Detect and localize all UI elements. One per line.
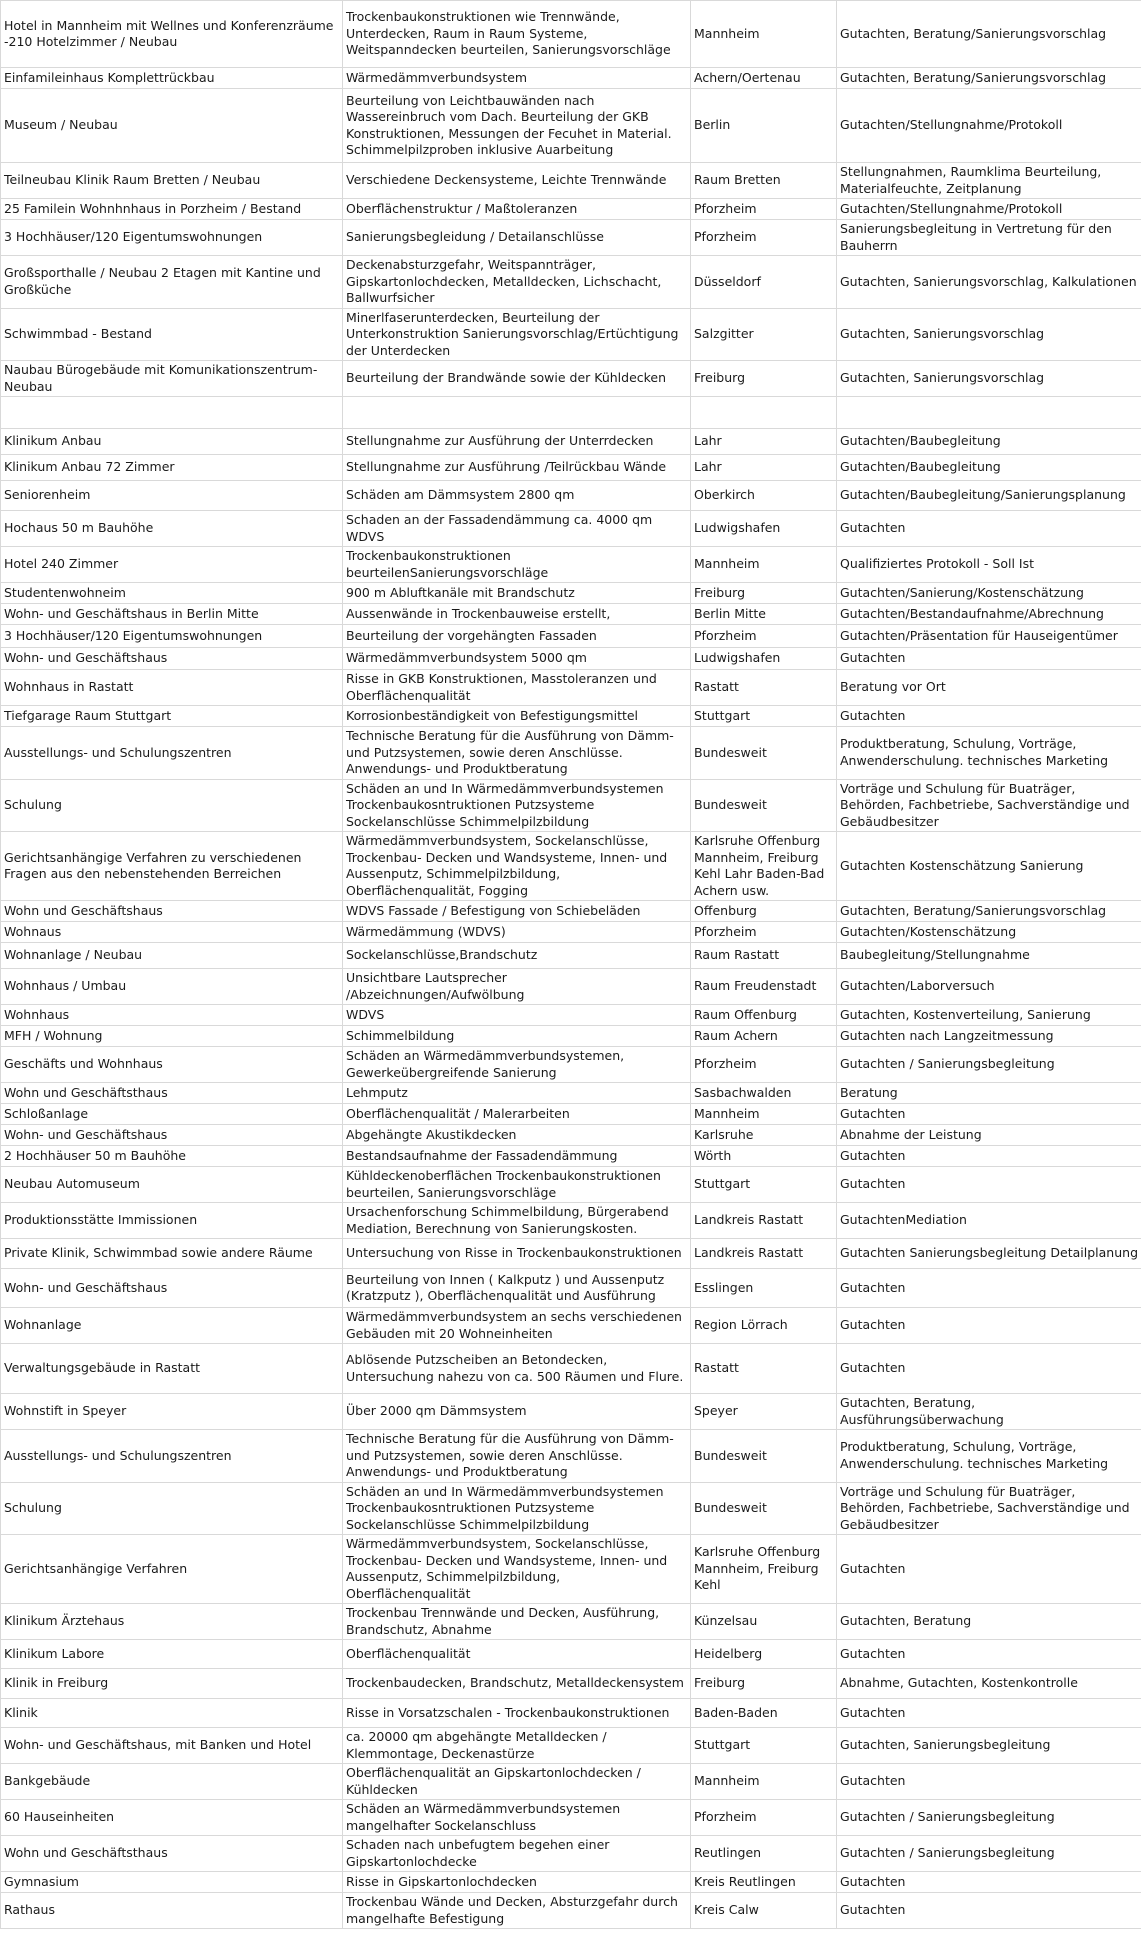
scope-cell: Risse in Vorsatzschalen - Trockenbaukonstruktionen <box>343 1699 691 1728</box>
service-cell: Gutachten, Beratung/Sanierungsvorschlag <box>837 1 1141 68</box>
project-name-cell: Gerichtsanhängige Verfahren zu verschiedenen Fragen aus den nebenstehenden Berreichen <box>1 832 343 901</box>
project-name-cell: Verwaltungsgebäude in Rastatt <box>1 1344 343 1394</box>
service-cell: Gutachten <box>837 1308 1141 1344</box>
service-cell: Produktberatung, Schulung, Vorträge, Anwenderschulung. technisches Marketing <box>837 1430 1141 1483</box>
table-row <box>1 1026 1141 1047</box>
table-row <box>1 727 1141 780</box>
location-cell: Bundesweit <box>691 1482 837 1535</box>
project-name-cell: Klinikum Anbau 72 Zimmer <box>1 455 343 481</box>
service-cell: Produktberatung, Schulung, Vorträge, Anwenderschulung. technisches Marketing <box>837 727 1141 780</box>
table-row <box>1 1669 1141 1699</box>
location-cell: Raum Achern <box>691 1026 837 1047</box>
project-name-cell: Studentenwohneim <box>1 583 343 604</box>
service-cell: Gutachten <box>837 1269 1141 1308</box>
scope-cell: Wärmedämmverbundsystem, Sockelanschlüsse, Trockenbau- Decken und Wandsysteme, Innen- und Aussenputz, Schimmelpilzbildung, Oberflächenqualität, Fogging <box>343 832 691 901</box>
scope-cell: Trockenbaukonstruktionen beurteilenSanierungsvorschläge <box>343 547 691 583</box>
project-name-cell: Produktionsstätte Immissionen <box>1 1203 343 1239</box>
location-cell: Freiburg <box>691 361 837 397</box>
table-row <box>1 625 1141 648</box>
location-cell: Mannheim <box>691 1104 837 1125</box>
location-cell: Lahr <box>691 455 837 481</box>
scope-cell: Sanierungsbegleidung / Detailanschlüsse <box>343 220 691 256</box>
service-cell: Gutachten <box>837 1872 1141 1893</box>
service-cell: Gutachten/Baubegleitung <box>837 429 1141 455</box>
table-row <box>1 1125 1141 1146</box>
scope-cell: Oberflächenstruktur / Maßtoleranzen <box>343 199 691 220</box>
location-cell: Raum Bretten <box>691 163 837 199</box>
project-name-cell: Museum / Neubau <box>1 89 343 163</box>
location-cell: Raum Offenburg <box>691 1005 837 1026</box>
service-cell: Gutachten, Sanierungsvorschlag, Kalkulationen <box>837 256 1141 309</box>
service-cell: Abnahme, Gutachten, Kostenkontrolle <box>837 1669 1141 1699</box>
service-cell: Gutachten/Laborversuch <box>837 969 1141 1005</box>
service-cell: Gutachten <box>837 1640 1141 1669</box>
project-name-cell: Private Klinik, Schwimmbad sowie andere Räume <box>1 1239 343 1269</box>
project-name-cell: Schulung <box>1 1482 343 1535</box>
scope-cell: Schäden an Wärmedämmverbundsystemen, Gewerkeübergreifende Sanierung <box>343 1047 691 1083</box>
service-cell: Gutachten, Beratung/Sanierungsvorschlag <box>837 901 1141 922</box>
scope-cell: Trockenbau Wände und Decken, Absturzgefahr durch mangelhafte Befestigung <box>343 1893 691 1929</box>
table-row <box>1 199 1141 220</box>
project-name-cell: Wohnhaus <box>1 1005 343 1026</box>
location-cell: Bundesweit <box>691 779 837 832</box>
location-cell: Raum Rastatt <box>691 943 837 969</box>
service-cell: Stellungnahmen, Raumklima Beurteilung, Materialfeuchte, Zeitplanung <box>837 163 1141 199</box>
scope-cell: Wärmedämmverbundsystem <box>343 68 691 89</box>
location-cell: Sasbachwalden <box>691 1083 837 1104</box>
location-cell <box>691 397 837 429</box>
table-row <box>1 1005 1141 1026</box>
project-name-cell: Naubau Bürogebäude mit Komunikationszentrum-Neubau <box>1 361 343 397</box>
location-cell: Heidelberg <box>691 1640 837 1669</box>
service-cell: Gutachten, Beratung, Ausführungsüberwachung <box>837 1394 1141 1430</box>
table-row <box>1 1482 1141 1535</box>
service-cell: Gutachten <box>837 648 1141 670</box>
service-cell: Gutachten <box>837 1146 1141 1167</box>
project-name-cell: Wohn- und Geschäftshaus in Berlin Mitte <box>1 604 343 625</box>
project-name-cell: Schwimmbad - Bestand <box>1 308 343 361</box>
scope-cell: Schäden am Dämmsystem 2800 qm <box>343 481 691 511</box>
scope-cell: Wärmedämmverbundsystem an sechs verschiedenen Gebäuden mit 20 Wohneinheiten <box>343 1308 691 1344</box>
table-row <box>1 583 1141 604</box>
scope-cell: Risse in Gipskartonlochdecken <box>343 1872 691 1893</box>
scope-cell: Lehmputz <box>343 1083 691 1104</box>
table-row <box>1 1604 1141 1640</box>
table-row <box>1 1104 1141 1125</box>
scope-cell: Trockenbaukonstruktionen wie Trennwände, Unterdecken, Raum in Raum Systeme, Weitspanndecken beurteilen, Sanierungsvorschläge <box>343 1 691 68</box>
scope-cell: Trockenbau Trennwände und Decken, Ausführung, Brandschutz, Abnahme <box>343 1604 691 1640</box>
scope-cell: Beurteilung von Leichtbauwänden nach Wassereinbruch vom Dach. Beurteilung der GKB Konstruktionen, Messungen der Fecuhet in Material. Schimmelpilzproben inklusive Auarbeitung <box>343 89 691 163</box>
scope-cell: Deckenabsturzgefahr, Weitspannträger, Gipskartonlochdecken, Metalldecken, Lichschacht, Ballwurfsicher <box>343 256 691 309</box>
table-row <box>1 1269 1141 1308</box>
location-cell: Kreis Reutlingen <box>691 1872 837 1893</box>
table-row <box>1 481 1141 511</box>
service-cell: Gutachten <box>837 1893 1141 1929</box>
table-row <box>1 308 1141 361</box>
location-cell: Pforzheim <box>691 625 837 648</box>
table-row <box>1 361 1141 397</box>
service-cell: Beratung vor Ort <box>837 670 1141 706</box>
table-row <box>1 1394 1141 1430</box>
scope-cell: Technische Beratung für die Ausführung von Dämm- und Putzsystemen, sowie deren Anschlüsse. Anwendungs- und Produktberatung <box>343 1430 691 1483</box>
service-cell: Gutachten, Sanierungsvorschlag <box>837 308 1141 361</box>
project-name-cell: Hotel in Mannheim mit Wellnes und Konferenzräume -210 Hotelzimmer / Neubau <box>1 1 343 68</box>
table-row <box>1 943 1141 969</box>
scope-cell: WDVS Fassade / Befestigung von Schiebeläden <box>343 901 691 922</box>
scope-cell: Wärmedämmung (WDVS) <box>343 922 691 943</box>
service-cell: GutachtenMediation <box>837 1203 1141 1239</box>
service-cell: Gutachten/Kostenschätzung <box>837 922 1141 943</box>
location-cell: Rastatt <box>691 670 837 706</box>
project-name-cell: MFH / Wohnung <box>1 1026 343 1047</box>
project-name-cell: Hochaus 50 m Bauhöhe <box>1 511 343 547</box>
table-row <box>1 163 1141 199</box>
location-cell: Speyer <box>691 1394 837 1430</box>
project-name-cell <box>1 397 343 429</box>
table-row <box>1 1146 1141 1167</box>
location-cell: Mannheim <box>691 547 837 583</box>
table-row <box>1 1535 1141 1604</box>
table-row <box>1 1 1141 68</box>
table-row <box>1 648 1141 670</box>
scope-cell: Schaden an der Fassadendämmung ca. 4000 qm WDVS <box>343 511 691 547</box>
location-cell: Landkreis Rastatt <box>691 1203 837 1239</box>
scope-cell: Beurteilung von Innen ( Kalkputz ) und Aussenputz (Kratzputz ), Oberflächenqualität und Ausführung <box>343 1269 691 1308</box>
location-cell: Achern/Oertenau <box>691 68 837 89</box>
service-cell: Gutachten, Beratung <box>837 1604 1141 1640</box>
project-name-cell: Wohn und Geschäftshaus <box>1 901 343 922</box>
project-name-cell: Wohnhaus in Rastatt <box>1 670 343 706</box>
table-row <box>1 89 1141 163</box>
location-cell: Pforzheim <box>691 1047 837 1083</box>
scope-cell: WDVS <box>343 1005 691 1026</box>
project-name-cell: Wohn und Geschäftsthaus <box>1 1836 343 1872</box>
service-cell: Gutachten / Sanierungsbegleitung <box>837 1800 1141 1836</box>
location-cell: Mannheim <box>691 1764 837 1800</box>
table-row <box>1 1083 1141 1104</box>
location-cell: Raum Freudenstadt <box>691 969 837 1005</box>
location-cell: Mannheim <box>691 1 837 68</box>
scope-cell: Minerlfaserunterdecken, Beurteilung der Unterkonstruktion Sanierungsvorschlag/Ertüchtigung der Unterdecken <box>343 308 691 361</box>
project-name-cell: Seniorenheim <box>1 481 343 511</box>
service-cell: Sanierungsbegleitung in Vertretung für den Bauherrn <box>837 220 1141 256</box>
project-name-cell: Rathaus <box>1 1893 343 1929</box>
location-cell: Künzelsau <box>691 1604 837 1640</box>
service-cell: Gutachten <box>837 1104 1141 1125</box>
scope-cell: Wärmedämmverbundsystem, Sockelanschlüsse, Trockenbau- Decken und Wandsysteme, Innen- und Aussenputz, Schimmelpilzbildung, Oberflächenqualität <box>343 1535 691 1604</box>
service-cell: Gutachten, Kostenverteilung, Sanierung <box>837 1005 1141 1026</box>
table-row <box>1 256 1141 309</box>
project-name-cell: Klinikum Anbau <box>1 429 343 455</box>
location-cell: Reutlingen <box>691 1836 837 1872</box>
scope-cell: Untersuchung von Risse in Trockenbaukonstruktionen <box>343 1239 691 1269</box>
table-row <box>1 779 1141 832</box>
location-cell: Karlsruhe Offenburg Mannheim, Freiburg Kehl <box>691 1535 837 1604</box>
project-name-cell: Klinikum Labore <box>1 1640 343 1669</box>
location-cell: Freiburg <box>691 583 837 604</box>
service-cell: Gutachten, Sanierungsbegleitung <box>837 1728 1141 1764</box>
service-cell: Gutachten <box>837 1535 1141 1604</box>
table-row <box>1 1203 1141 1239</box>
scope-cell: Beurteilung der Brandwände sowie der Kühldecken <box>343 361 691 397</box>
location-cell: Landkreis Rastatt <box>691 1239 837 1269</box>
location-cell: Ludwigshafen <box>691 648 837 670</box>
scope-cell: Über 2000 qm Dämmsystem <box>343 1394 691 1430</box>
table-row <box>1 1047 1141 1083</box>
table-row <box>1 429 1141 455</box>
scope-cell: Schaden nach unbefugtem begehen einer Gipskartonlochdecke <box>343 1836 691 1872</box>
scope-cell: Kühldeckenoberflächen Trockenbaukonstruktionen beurteilen, Sanierungsvorschläge <box>343 1167 691 1203</box>
project-name-cell: Tiefgarage Raum Stuttgart <box>1 706 343 727</box>
location-cell: Bundesweit <box>691 1430 837 1483</box>
project-name-cell: Teilneubau Klinik Raum Bretten / Neubau <box>1 163 343 199</box>
location-cell: Pforzheim <box>691 199 837 220</box>
table-row <box>1 1800 1141 1836</box>
service-cell: Gutachten Kostenschätzung Sanierung <box>837 832 1141 901</box>
project-name-cell: Wohnanlage <box>1 1308 343 1344</box>
location-cell: Berlin <box>691 89 837 163</box>
table-row <box>1 604 1141 625</box>
project-name-cell: Wohn- und Geschäftshaus, mit Banken und Hotel <box>1 1728 343 1764</box>
table-row <box>1 1308 1141 1344</box>
scope-cell: Wärmedämmverbundsystem 5000 qm <box>343 648 691 670</box>
scope-cell: Ursachenforschung Schimmelbildung, Bürgerabend Mediation, Berechnung von Sanierungskosten. <box>343 1203 691 1239</box>
service-cell: Beratung <box>837 1083 1141 1104</box>
scope-cell: Unsichtbare Lautsprecher /Abzeichnungen/Aufwölbung <box>343 969 691 1005</box>
table-row <box>1 68 1141 89</box>
service-cell: Gutachten/Baubegleitung/Sanierungsplanung <box>837 481 1141 511</box>
table-row <box>1 511 1141 547</box>
project-name-cell: 3 Hochhäuser/120 Eigentumswohnungen <box>1 220 343 256</box>
location-cell: Karlsruhe <box>691 1125 837 1146</box>
service-cell: Gutachten <box>837 1344 1141 1394</box>
scope-cell: Bestandsaufnahme der Fassadendämmung <box>343 1146 691 1167</box>
table-row <box>1 455 1141 481</box>
project-name-cell: 2 Hochhäuser 50 m Bauhöhe <box>1 1146 343 1167</box>
service-cell: Gutachten <box>837 511 1141 547</box>
project-name-cell: Wohnstift in Speyer <box>1 1394 343 1430</box>
service-cell: Gutachten nach Langzeitmessung <box>837 1026 1141 1047</box>
project-name-cell: Ausstellungs- und Schulungszentren <box>1 1430 343 1483</box>
location-cell: Karlsruhe Offenburg Mannheim, Freiburg Kehl Lahr Baden-Bad Achern usw. <box>691 832 837 901</box>
table-row <box>1 706 1141 727</box>
scope-cell: Verschiedene Deckensysteme, Leichte Trennwände <box>343 163 691 199</box>
location-cell: Esslingen <box>691 1269 837 1308</box>
table-row <box>1 832 1141 901</box>
service-cell: Gutachten <box>837 1699 1141 1728</box>
table-row <box>1 220 1141 256</box>
scope-cell: Stellungnahme zur Ausführung der Unterrdecken <box>343 429 691 455</box>
table-row <box>1 1430 1141 1483</box>
scope-cell: 900 m Abluftkanäle mit Brandschutz <box>343 583 691 604</box>
service-cell: Gutachten/Präsentation für Hauseigentümer <box>837 625 1141 648</box>
table-row <box>1 1764 1141 1800</box>
project-name-cell: Schloßanlage <box>1 1104 343 1125</box>
project-name-cell: 60 Hauseinheiten <box>1 1800 343 1836</box>
location-cell: Stuttgart <box>691 1167 837 1203</box>
location-cell: Ludwigshafen <box>691 511 837 547</box>
project-name-cell: Großsporthalle / Neubau 2 Etagen mit Kantine und Großküche <box>1 256 343 309</box>
scope-cell: Sockelanschlüsse,Brandschutz <box>343 943 691 969</box>
location-cell: Pforzheim <box>691 220 837 256</box>
service-cell: Qualifiziertes Protokoll - Soll Ist <box>837 547 1141 583</box>
scope-cell: Stellungnahme zur Ausführung /Teilrückbau Wände <box>343 455 691 481</box>
table-body <box>1 1 1141 1929</box>
project-name-cell: Klinik in Freiburg <box>1 1669 343 1699</box>
scope-cell: Korrosionbeständigkeit von Befestigungsmittel <box>343 706 691 727</box>
service-cell: Gutachten <box>837 1764 1141 1800</box>
location-cell: Düsseldorf <box>691 256 837 309</box>
location-cell: Wörth <box>691 1146 837 1167</box>
scope-cell: Schimmelbildung <box>343 1026 691 1047</box>
project-name-cell: Hotel 240 Zimmer <box>1 547 343 583</box>
scope-cell: Oberflächenqualität an Gipskartonlochdecken / Kühldecken <box>343 1764 691 1800</box>
project-name-cell: Wohnaus <box>1 922 343 943</box>
scope-cell: Schäden an und In Wärmedämmverbundsystemen Trockenbaukosntruktionen Putzsysteme Sockelanschlüsse Schimmelpilzbildung <box>343 779 691 832</box>
location-cell: Pforzheim <box>691 922 837 943</box>
service-cell: Gutachten/Sanierung/Kostenschätzung <box>837 583 1141 604</box>
table-row <box>1 969 1141 1005</box>
project-name-cell: Bankgebäude <box>1 1764 343 1800</box>
project-name-cell: Wohn- und Geschäftshaus <box>1 648 343 670</box>
scope-cell: Risse in GKB Konstruktionen, Masstoleranzen und Oberflächenqualität <box>343 670 691 706</box>
location-cell: Stuttgart <box>691 706 837 727</box>
project-name-cell: Wohnanlage / Neubau <box>1 943 343 969</box>
service-cell: Gutachten / Sanierungsbegleitung <box>837 1047 1141 1083</box>
scope-cell: Abgehängte Akustikdecken <box>343 1125 691 1146</box>
project-name-cell: 25 Familein Wohnhnhaus in Porzheim / Bestand <box>1 199 343 220</box>
service-cell: Gutachten / Sanierungsbegleitung <box>837 1836 1141 1872</box>
location-cell: Freiburg <box>691 1669 837 1699</box>
location-cell: Lahr <box>691 429 837 455</box>
location-cell: Bundesweit <box>691 727 837 780</box>
service-cell: Vorträge und Schulung für Buaträger, Behörden, Fachbetriebe, Sachverständige und Gebäudbesitzer <box>837 1482 1141 1535</box>
table-row <box>1 1167 1141 1203</box>
service-cell: Gutachten/Stellungnahme/Protokoll <box>837 199 1141 220</box>
scope-cell: Schäden an Wärmedämmverbundsystemen mangelhafter Sockelanschluss <box>343 1800 691 1836</box>
project-name-cell: 3 Hochhäuser/120 Eigentumswohnungen <box>1 625 343 648</box>
location-cell: Rastatt <box>691 1344 837 1394</box>
table-row <box>1 922 1141 943</box>
project-name-cell: Wohnhaus / Umbau <box>1 969 343 1005</box>
service-cell: Gutachten/Baubegleitung <box>837 455 1141 481</box>
service-cell <box>837 397 1141 429</box>
table-row <box>1 1836 1141 1872</box>
service-cell: Gutachten Sanierungsbegleitung Detailplanung <box>837 1239 1141 1269</box>
location-cell: Kreis Calw <box>691 1893 837 1929</box>
table-row <box>1 1640 1141 1669</box>
project-name-cell: Klinik <box>1 1699 343 1728</box>
table-row <box>1 1872 1141 1893</box>
scope-cell: ca. 20000 qm abgehängte Metalldecken / Klemmontage, Deckenastürze <box>343 1728 691 1764</box>
scope-cell: Schäden an und In Wärmedämmverbundsystemen Trockenbaukosntruktionen Putzsysteme Sockelanschlüsse Schimmelpilzbildung <box>343 1482 691 1535</box>
scope-cell: Oberflächenqualität / Malerarbeiten <box>343 1104 691 1125</box>
location-cell: Oberkirch <box>691 481 837 511</box>
location-cell: Baden-Baden <box>691 1699 837 1728</box>
project-name-cell: Ausstellungs- und Schulungszentren <box>1 727 343 780</box>
scope-cell: Beurteilung der vorgehängten Fassaden <box>343 625 691 648</box>
project-name-cell: Wohn und Geschäftsthaus <box>1 1083 343 1104</box>
service-cell: Baubegleitung/Stellungnahme <box>837 943 1141 969</box>
table-row <box>1 547 1141 583</box>
table-row <box>1 1893 1141 1929</box>
service-cell: Gutachten/Bestandaufnahme/Abrechnung <box>837 604 1141 625</box>
scope-cell: Trockenbaudecken, Brandschutz, Metalldeckensystem <box>343 1669 691 1699</box>
service-cell: Gutachten, Beratung/Sanierungsvorschlag <box>837 68 1141 89</box>
table-row <box>1 1344 1141 1394</box>
project-name-cell: Neubau Automuseum <box>1 1167 343 1203</box>
location-cell: Salzgitter <box>691 308 837 361</box>
table-row <box>1 1728 1141 1764</box>
table-row <box>1 397 1141 429</box>
service-cell: Gutachten <box>837 706 1141 727</box>
location-cell: Offenburg <box>691 901 837 922</box>
table-row <box>1 901 1141 922</box>
location-cell: Region Lörrach <box>691 1308 837 1344</box>
scope-cell <box>343 397 691 429</box>
project-name-cell: Wohn- und Geschäftshaus <box>1 1269 343 1308</box>
project-name-cell: Schulung <box>1 779 343 832</box>
service-cell: Gutachten/Stellungnahme/Protokoll <box>837 89 1141 163</box>
location-cell: Pforzheim <box>691 1800 837 1836</box>
scope-cell: Ablösende Putzscheiben an Betondecken, Untersuchung nahezu von ca. 500 Räumen und Flure. <box>343 1344 691 1394</box>
service-cell: Abnahme der Leistung <box>837 1125 1141 1146</box>
scope-cell: Technische Beratung für die Ausführung von Dämm- und Putzsystemen, sowie deren Anschlüsse. Anwendungs- und Produktberatung <box>343 727 691 780</box>
service-cell: Vorträge und Schulung für Buaträger, Behörden, Fachbetriebe, Sachverständige und Gebäudbesitzer <box>837 779 1141 832</box>
project-name-cell: Geschäfts und Wohnhaus <box>1 1047 343 1083</box>
project-name-cell: Gymnasium <box>1 1872 343 1893</box>
project-name-cell: Einfamileinhaus Komplettrückbau <box>1 68 343 89</box>
table-row <box>1 1699 1141 1728</box>
location-cell: Berlin Mitte <box>691 604 837 625</box>
project-name-cell: Klinikum Ärztehaus <box>1 1604 343 1640</box>
scope-cell: Oberflächenqualität <box>343 1640 691 1669</box>
service-cell: Gutachten <box>837 1167 1141 1203</box>
project-name-cell: Wohn- und Geschäftshaus <box>1 1125 343 1146</box>
service-cell: Gutachten, Sanierungsvorschlag <box>837 361 1141 397</box>
table-row <box>1 1239 1141 1269</box>
project-name-cell: Gerichtsanhängige Verfahren <box>1 1535 343 1604</box>
scope-cell: Aussenwände in Trockenbauweise erstellt, <box>343 604 691 625</box>
table-row <box>1 670 1141 706</box>
location-cell: Stuttgart <box>691 1728 837 1764</box>
